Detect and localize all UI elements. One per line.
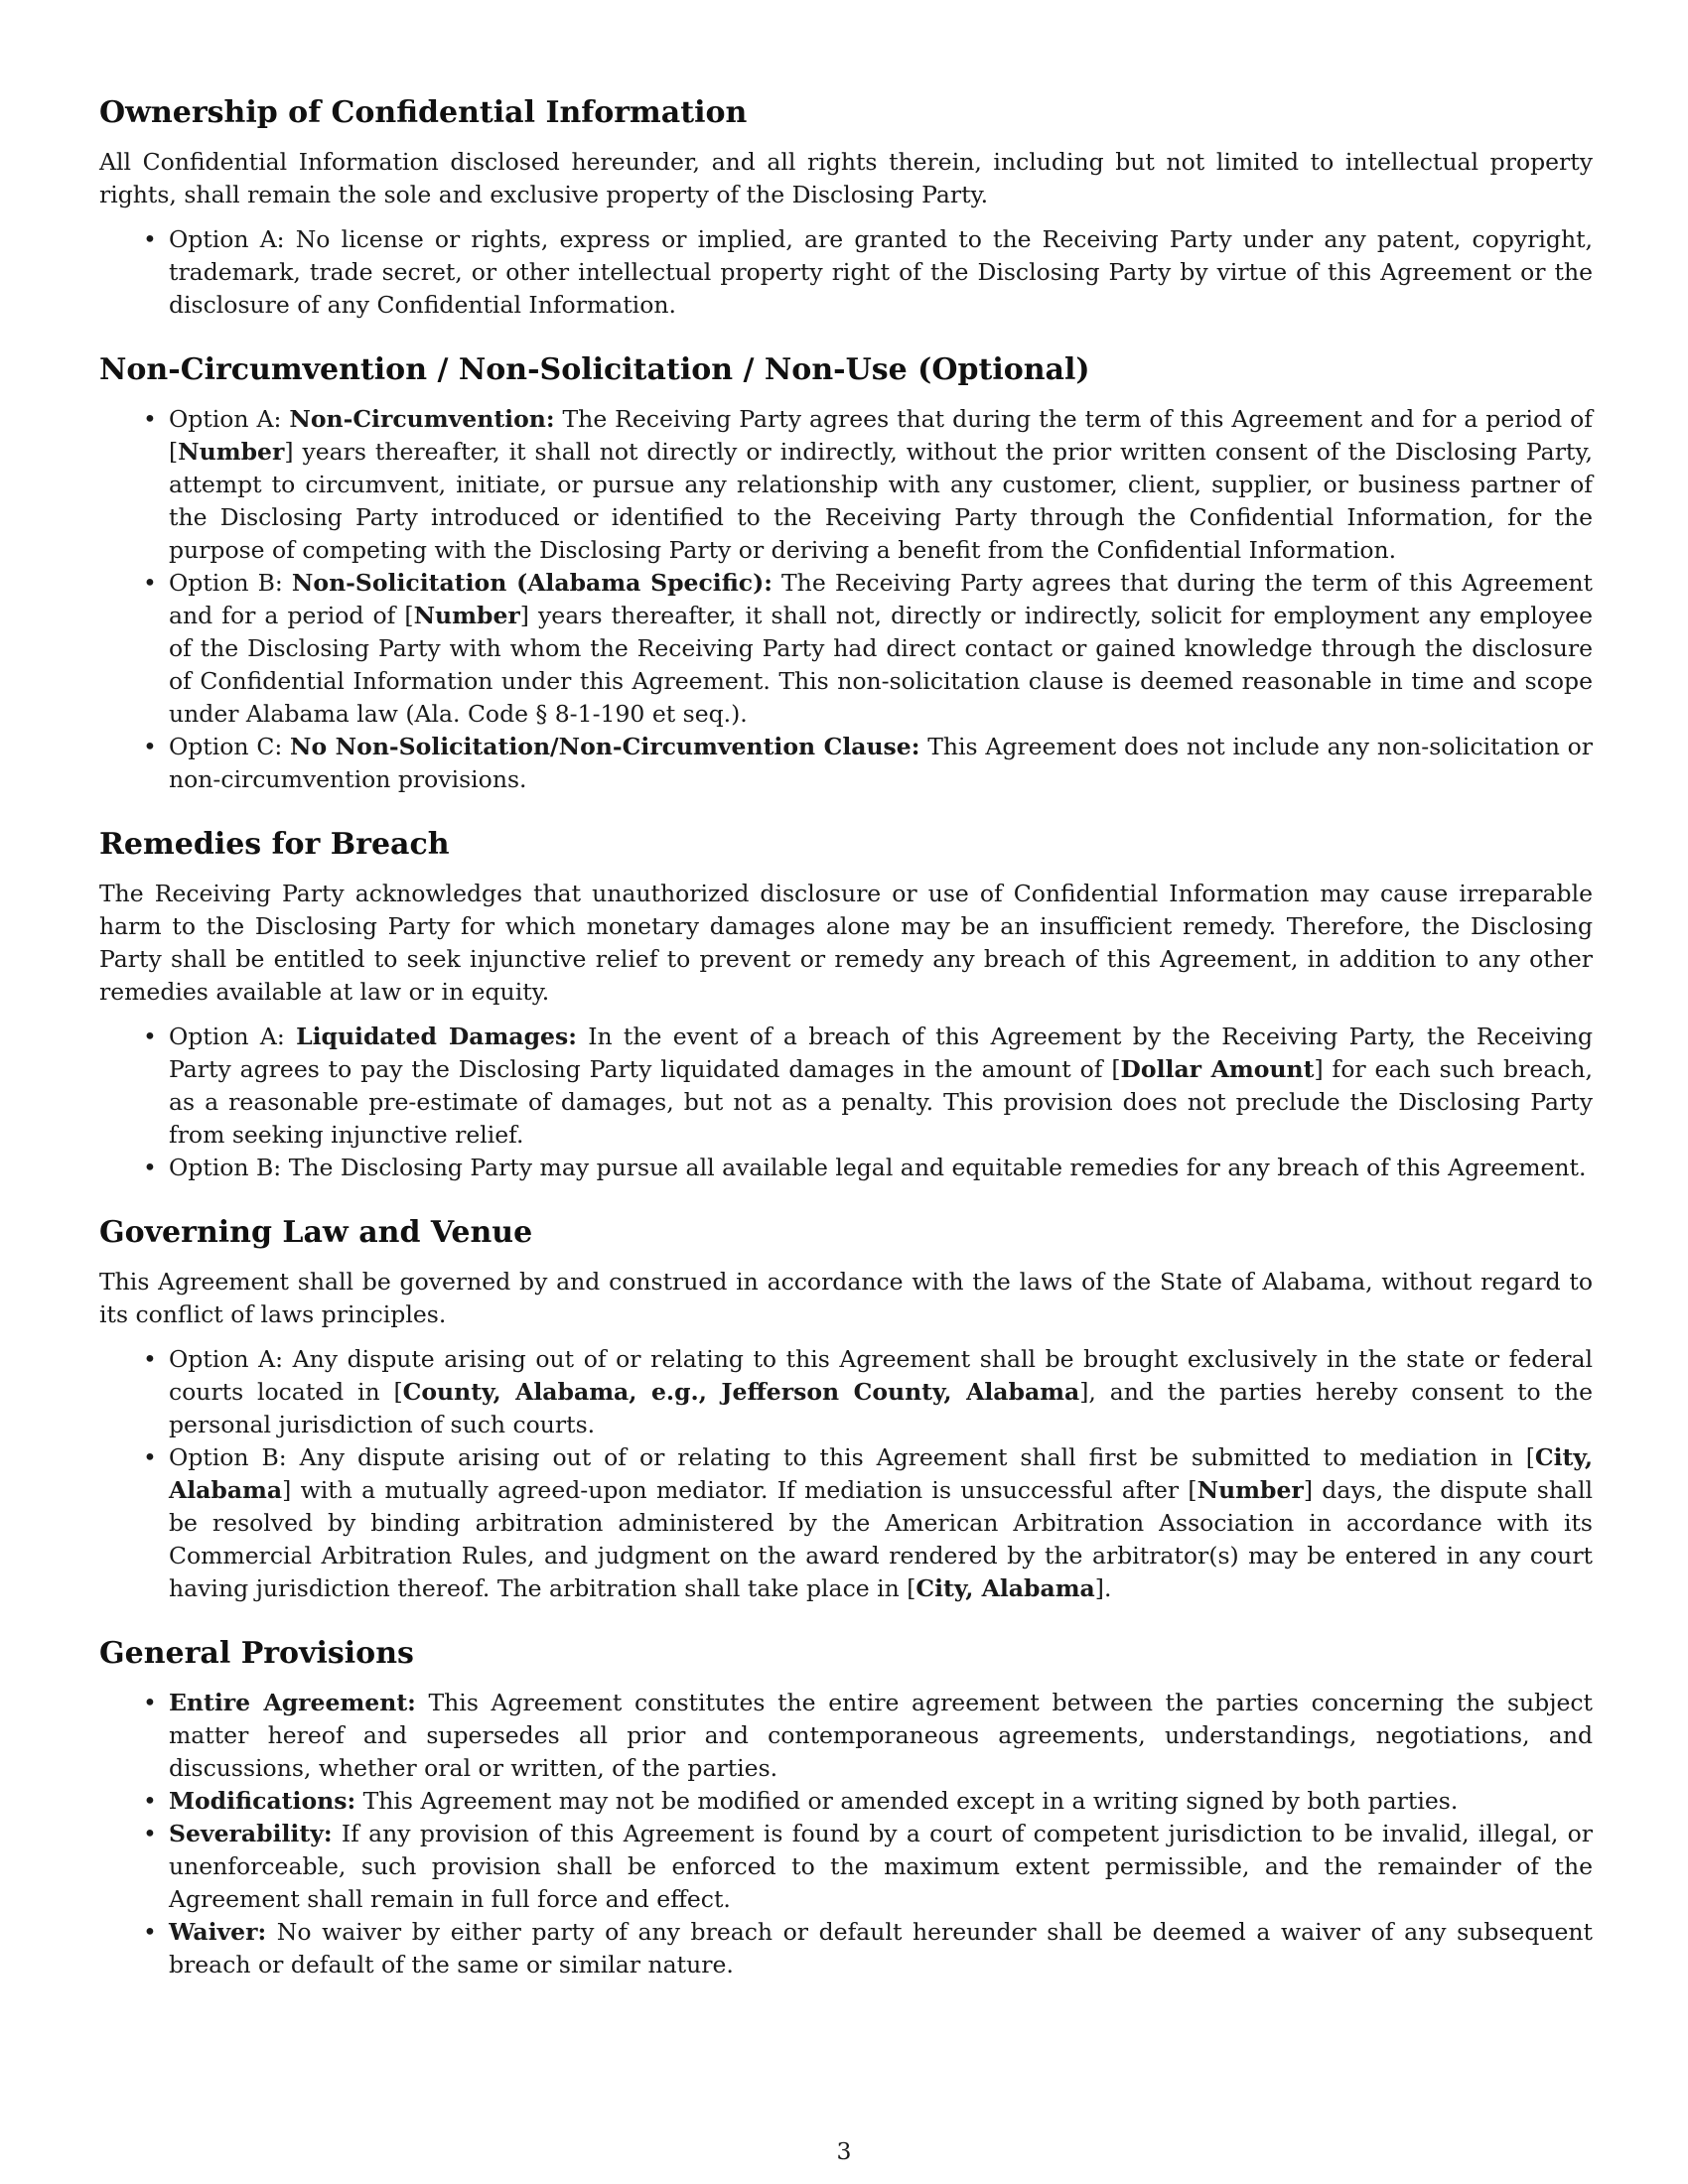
option-title: Non-Circumvention: (289, 405, 555, 433)
placeholder-field: Dollar Amount (1120, 1055, 1315, 1083)
option-prefix: Option B: (169, 1443, 300, 1471)
placeholder-field: County, Alabama, e.g., Jefferson County, Alabama (402, 1378, 1080, 1406)
placeholder-field: Number (178, 438, 285, 466)
provision-text: No waiver by either party of any breach or default hereunder shall be deemed a waiver of any subsequent breach or default of the same or similar nature. (169, 1918, 1593, 1979)
provision-item (169, 1687, 1593, 1785)
section-non-circumvention (99, 351, 1593, 796)
section-remedies (99, 826, 1593, 1184)
option-prefix: Option A: (169, 225, 296, 253)
option-prefix: Option A: (169, 1345, 293, 1373)
option-item (169, 1343, 1593, 1441)
option-text: ]. (1094, 1574, 1112, 1602)
provision-item (169, 1818, 1593, 1916)
section-heading: General Provisions (99, 1636, 414, 1671)
option-item (169, 1021, 1593, 1152)
section-paragraph: All Confidential Information disclosed hereunder, and all rights therein, including but not limited to intellectual property rights, shall remain the sole and exclusive property of the Disclosing Party. (99, 148, 1593, 208)
provision-list (99, 1687, 1593, 1981)
option-prefix: Option C: (169, 733, 291, 760)
option-item (169, 1152, 1593, 1184)
document-page (99, 94, 1593, 2011)
option-prefix: Option B: (169, 1154, 289, 1181)
placeholder-field: City, Alabama (169, 1443, 1593, 1504)
option-text: The Disclosing Party may pursue all available legal and equitable remedies for any breach of this Agreement. (288, 1154, 1587, 1181)
provision-title: Severability: (169, 1820, 333, 1847)
provision-title: Entire Agreement: (169, 1689, 416, 1716)
provision-text: This Agreement may not be modified or amended except in a writing signed by both parties. (355, 1787, 1459, 1815)
page-number: 3 (836, 2137, 852, 2165)
option-text: ] years thereafter, it shall not directly or indirectly, without the prior written consent of the Disclosing Party, attempt to circumvent, initiate, or pursue any relationship with any customer, client, supplier, or business partner of the Disclosing Party introduced or identified to the Receiving Party through the Confidential Information, for the purpose of competing with the Disclosing Party or deriving a benefit from the Confidential Information. (169, 438, 1593, 564)
option-text: ] with a mutually agreed-upon mediator. If mediation is unsuccessful after [ (282, 1476, 1197, 1504)
option-title: Liquidated Damages: (296, 1023, 577, 1050)
option-list (99, 1021, 1593, 1184)
option-item (169, 731, 1593, 796)
option-item (169, 567, 1593, 731)
provision-item (169, 1785, 1593, 1818)
option-text: ] days, the dispute shall be resolved by binding arbitration administered by the American Arbitration Association in accordance with its Commercial Arbitration Rules, and judgment on the award rendered by the arbitrator(s) may be entered in any court having jurisdiction thereof. The arbitration shall take place in [ (169, 1476, 1594, 1602)
section-heading: Non-Circumvention / Non-Solicitation / Non-Use (Optional) (99, 352, 1090, 387)
section-ownership (99, 94, 1593, 322)
section-heading: Governing Law and Venue (99, 1215, 533, 1250)
option-text: Any dispute arising out of or relating to this Agreement shall be brought exclusively in the state or federal courts located in [ (169, 1345, 1593, 1406)
placeholder-field: City, Alabama (915, 1574, 1095, 1602)
option-item (169, 403, 1593, 567)
option-text: No license or rights, express or implied, are granted to the Receiving Party under any patent, copyright, trademark, trade secret, or other intellectual property right of the Disclosing Party by virtue of this Agreement or the disclosure of any Confidential Information. (169, 225, 1593, 319)
provision-text: This Agreement constitutes the entire agreement between the parties concerning the subject matter hereof and supersedes all prior and contemporaneous agreements, understandings, negotiations, and discussions, whether oral or written, of the parties. (169, 1689, 1593, 1782)
option-text: ] for each such breach, as a reasonable pre-estimate of damages, but not as a penalty. This provision does not preclude the Disclosing Party from seeking injunctive relief. (169, 1055, 1593, 1149)
option-title: Non-Solicitation (Alabama Specific): (291, 569, 773, 597)
option-item (169, 1441, 1593, 1605)
section-heading: Remedies for Breach (99, 827, 450, 862)
option-list (99, 223, 1593, 322)
section-governing-law (99, 1214, 1593, 1605)
section-general-provisions (99, 1635, 1593, 1981)
option-text: Any dispute arising out of or relating to this Agreement shall first be submitted to mediation in [ (299, 1443, 1535, 1471)
option-title: No Non-Solicitation/Non-Circumvention Clause: (290, 733, 920, 760)
provision-item (169, 1916, 1593, 1981)
option-text: In the event of a breach of this Agreement by the Receiving Party, the Receiving Party agrees to pay the Disclosing Party liquidated damages in the amount of [ (169, 1023, 1593, 1083)
option-text: The Receiving Party agrees that during the term of this Agreement and for a period of [ (169, 405, 1593, 466)
provision-title: Waiver: (169, 1918, 267, 1946)
option-prefix: Option A: (169, 1023, 297, 1050)
placeholder-field: Number (413, 602, 520, 629)
option-list (99, 1343, 1593, 1605)
option-item (169, 223, 1593, 322)
section-paragraph: This Agreement shall be governed by and construed in accordance with the laws of the State of Alabama, without regard to its conflict of laws principles. (99, 1268, 1593, 1328)
option-text: This Agreement does not include any non-solicitation or non-circumvention provisions. (169, 733, 1593, 793)
placeholder-field: Number (1196, 1476, 1304, 1504)
option-text: ] years thereafter, it shall not, directly or indirectly, solicit for employment any employee of the Disclosing Party with whom the Receiving Party had direct contact or gained knowledge through the disclosure of Confidential Information under this Agreement. This non-solicitation clause is deemed reasonable in time and scope under Alabama law (Ala. Code § 8-1-190 et seq.). (169, 602, 1593, 728)
option-prefix: Option B: (169, 569, 292, 597)
option-text: The Receiving Party agrees that during the term of this Agreement and for a period of [ (169, 569, 1593, 629)
section-heading: Ownership of Confidential Information (99, 95, 748, 130)
option-text: ], and the parties hereby consent to the personal jurisdiction of such courts. (169, 1378, 1593, 1438)
option-list (99, 403, 1593, 796)
option-prefix: Option A: (169, 405, 290, 433)
section-paragraph: The Receiving Party acknowledges that unauthorized disclosure or use of Confidential Information may cause irreparable harm to the Disclosing Party for which monetary damages alone may be an insufficient remedy. Therefore, the Disclosing Party shall be entitled to seek injunctive relief to prevent or remedy any breach of this Agreement, in addition to any other remedies available at law or in equity. (99, 880, 1593, 1006)
provision-title: Modifications: (169, 1787, 356, 1815)
provision-text: If any provision of this Agreement is found by a court of competent jurisdiction to be invalid, illegal, or unenforceable, such provision shall be enforced to the maximum extent permissible, and the remainder of the Agreement shall remain in full force and effect. (169, 1820, 1593, 1913)
